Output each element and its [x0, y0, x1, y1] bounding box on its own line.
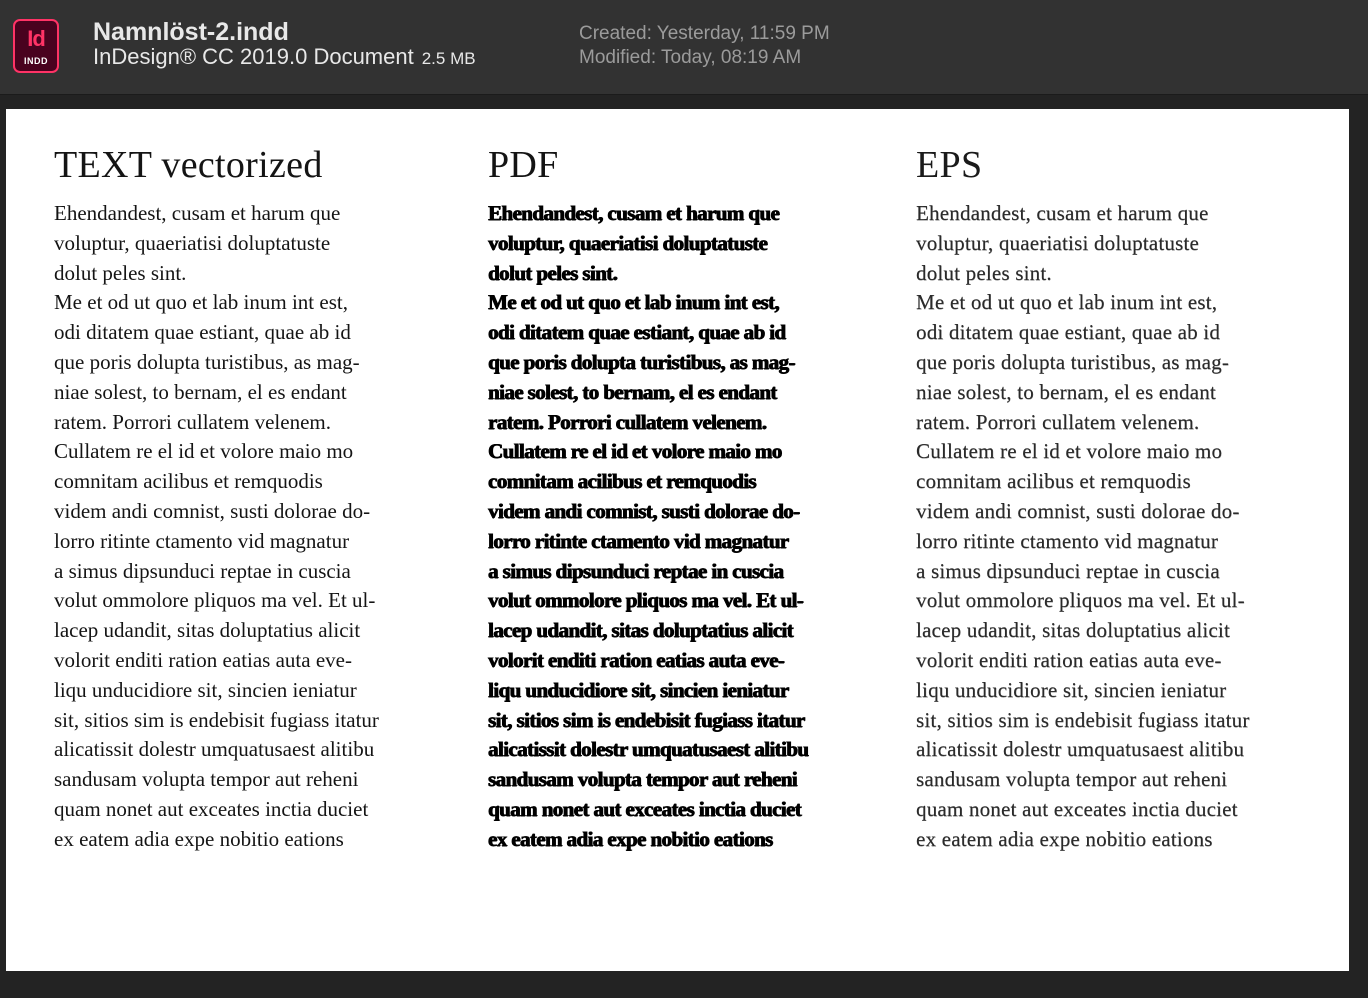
text-line: dolut peles sint.: [54, 260, 187, 285]
icon-label: Id: [27, 26, 45, 51]
text-line: videm andi comnist, susti dolorae do-: [488, 498, 800, 523]
text-line: volorit enditi ration eatias auta eve-: [54, 647, 352, 672]
created-date: Created: Yesterday, 11:59 PM: [579, 23, 830, 44]
text-line: Ehendandest, cusam et harum que: [916, 201, 1209, 225]
text-line: Cullatem re el id et volore maio mo: [916, 439, 1223, 464]
text-line: videm andi comnist, susti dolorae do-: [54, 498, 371, 523]
text-line: a simus dipsunduci reptae in cuscia: [488, 558, 784, 583]
text-line: sandusam volupta tempor aut reheni: [488, 767, 798, 792]
document-preview-page: [6, 109, 1349, 971]
text-line: liqu unducidiore sit, sincien ieniatur: [488, 677, 789, 702]
text-line: Cullatem re el id et volore maio mo: [488, 439, 782, 464]
column-heading: PDF: [488, 144, 559, 186]
text-line: niae solest, to bernam, el es endant: [916, 379, 1216, 404]
text-line: sandusam volupta tempor aut reheni: [54, 767, 359, 792]
column-heading: EPS: [916, 144, 983, 186]
file-kind-line: [93, 44, 476, 70]
text-line: voluptur, quaeriatisi doluptatuste: [54, 230, 331, 255]
text-line: sandusam volupta tempor aut reheni: [916, 767, 1228, 792]
text-line: voluptur, quaeriatisi doluptatuste: [916, 230, 1199, 255]
text-line: quam nonet aut exceates inctia duciet: [488, 796, 802, 821]
text-line: ratem. Porrori cullatem velenem.: [916, 409, 1200, 434]
text-line: lorro ritinte ctamento vid magnatur: [54, 528, 350, 553]
text-line: Cullatem re el id et volore maio mo: [54, 439, 354, 464]
file-name: Namnlöst-2.indd: [93, 18, 289, 46]
text-line: liqu unducidiore sit, sincien ieniatur: [916, 677, 1227, 702]
text-line: ex eatem adia expe nobitio eations: [916, 826, 1213, 851]
text-line: lacep udandit, sitas doluptatius alicit: [488, 618, 794, 643]
text-line: alicatissit dolestr umquatusaest alitibu: [54, 737, 375, 762]
text-line: niae solest, to bernam, el es endant: [488, 379, 777, 404]
text-line: volut ommolore pliquos ma vel. Et ul-: [916, 588, 1245, 613]
text-line: que poris dolupta turistibus, as mag-: [488, 349, 795, 374]
column-pdf: [488, 143, 888, 855]
text-line: volorit enditi ration eatias auta eve-: [488, 647, 785, 672]
text-line: lorro ritinte ctamento vid magnatur: [488, 528, 789, 553]
text-line: que poris dolupta turistibus, as mag-: [54, 349, 360, 374]
text-line: videm andi comnist, susti dolorae do-: [916, 498, 1240, 523]
text-line: odi ditatem quae estiant, quae ab id: [916, 320, 1221, 345]
text-line: volut ommolore pliquos ma vel. Et ul-: [54, 588, 376, 613]
text-line: ratem. Porrori cullatem velenem.: [54, 409, 331, 434]
text-line: a simus dipsunduci reptae in cuscia: [916, 558, 1220, 583]
text-line: odi ditatem quae estiant, quae ab id: [54, 320, 351, 345]
text-line: Ehendandest, cusam et harum que: [488, 201, 780, 225]
text-line: quam nonet aut exceates inctia duciet: [916, 796, 1238, 821]
quicklook-header: [0, 0, 1368, 95]
text-line: Ehendandest, cusam et harum que: [54, 201, 341, 225]
text-line: odi ditatem quae estiant, quae ab id: [488, 320, 786, 345]
text-line: ratem. Porrori cullatem velenem.: [488, 409, 767, 434]
text-line: liqu unducidiore sit, sincien ieniatur: [54, 677, 357, 702]
text-line: volut ommolore pliquos ma vel. Et ul-: [488, 588, 804, 613]
text-line: lacep udandit, sitas doluptatius alicit: [916, 618, 1230, 643]
text-line: comnitam acilibus et remquodis: [54, 469, 323, 494]
text-line: dolut peles sint.: [488, 260, 618, 285]
text-line: volorit enditi ration eatias auta eve-: [916, 647, 1222, 672]
text-line: niae solest, to bernam, el es endant: [54, 379, 347, 404]
text-line: ex eatem adia expe nobitio eations: [488, 826, 773, 851]
text-line: dolut peles sint.: [916, 260, 1052, 285]
text-line: voluptur, quaeriatisi doluptatuste: [488, 230, 768, 255]
text-line: lorro ritinte ctamento vid magnatur: [916, 528, 1219, 553]
icon-extension: INDD: [24, 56, 48, 66]
text-line: alicatissit dolestr umquatusaest alitibu: [916, 737, 1245, 762]
modified-date: Modified: Today, 08:19 AM: [579, 47, 802, 68]
text-line: Me et od ut quo et lab inum int est,: [54, 290, 348, 315]
text-line: quam nonet aut exceates inctia duciet: [54, 796, 369, 821]
body-text: [488, 199, 888, 855]
column-eps: [916, 143, 1316, 855]
file-kind: InDesign® CC 2019.0 Document: [93, 44, 414, 69]
text-line: lacep udandit, sitas doluptatius alicit: [54, 618, 361, 643]
text-line: sit, sitios sim is endebisit fugiass itatur: [916, 707, 1250, 732]
text-line: Me et od ut quo et lab inum int est,: [916, 290, 1218, 315]
text-line: sit, sitios sim is endebisit fugiass itatur: [54, 707, 379, 732]
text-line: ex eatem adia expe nobitio eations: [54, 826, 344, 851]
file-size: 2.5 MB: [421, 49, 476, 68]
text-line: alicatissit dolestr umquatusaest alitibu: [488, 737, 809, 762]
column-heading: TEXT vectorized: [54, 144, 323, 186]
text-line: Me et od ut quo et lab inum int est,: [488, 290, 780, 315]
text-line: a simus dipsunduci reptae in cuscia: [54, 558, 351, 583]
indesign-file-icon: [13, 19, 59, 73]
text-line: sit, sitios sim is endebisit fugiass itatur: [488, 707, 805, 732]
text-line: comnitam acilibus et remquodis: [488, 469, 757, 494]
text-line: que poris dolupta turistibus, as mag-: [916, 349, 1230, 374]
body-text: [54, 199, 454, 855]
column-text-vectorized: [54, 143, 454, 855]
body-text: [916, 199, 1316, 855]
text-line: comnitam acilibus et remquodis: [916, 469, 1191, 494]
